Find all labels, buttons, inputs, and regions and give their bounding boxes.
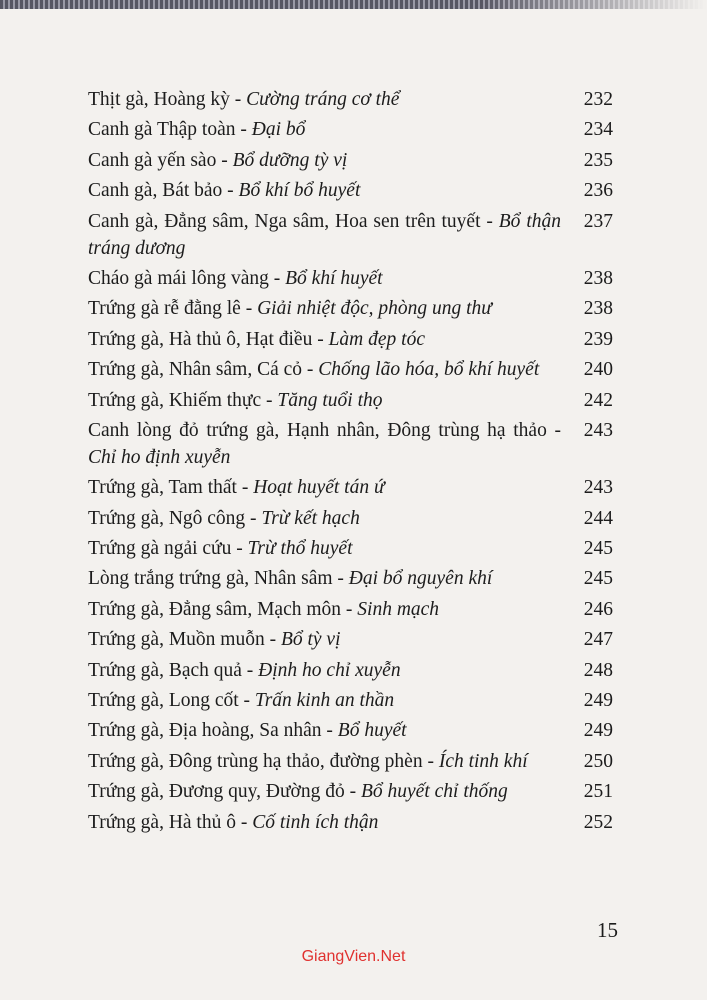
toc-entry-title: Trứng gà rễ đằng lê - (88, 298, 258, 320)
toc-entry-page: 239 (583, 328, 613, 350)
toc-entry-title: Trứng gà, Tam thất - (88, 477, 254, 499)
toc-entry-benefit: Định ho chỉ xuyễn (258, 659, 401, 681)
toc-entry-page: 240 (583, 359, 613, 381)
toc-entry-title: Trứng gà, Đông trùng hạ thảo, đường phèn - (88, 750, 439, 772)
toc-entry-benefit: Bổ khí bổ huyết (238, 180, 361, 202)
toc-entry (88, 326, 613, 353)
toc-entry-page: 236 (583, 180, 613, 202)
toc-entry-page: 249 (583, 720, 613, 742)
toc-entry (88, 596, 613, 623)
toc-entry (88, 474, 613, 501)
toc-entry-benefit: Hoạt huyết tán ứ (253, 477, 385, 499)
top-border-fade (480, 0, 707, 9)
toc-entry (88, 778, 613, 805)
toc-entry-title: Trứng gà, Hà thủ ô - (88, 811, 253, 833)
toc-entry-benefit: Trấn kinh an thần (254, 690, 395, 712)
toc-entry-title: Trứng gà, Đương quy, Đường đỏ - (88, 781, 361, 803)
toc-entry-title: Lòng trắng trứng gà, Nhân sâm - (88, 568, 349, 590)
toc-entry-benefit: Bổ huyết (337, 720, 407, 742)
toc-entry-title: Trứng gà, Khiếm thực - (88, 389, 278, 411)
toc-entry-title: Trứng gà ngải cứu - (88, 538, 248, 560)
toc-entry-page: 244 (583, 507, 613, 529)
toc-entry-page: 248 (583, 659, 613, 681)
toc-entry-page: 243 (583, 419, 613, 441)
toc-entry-benefit: Đại bổ (251, 119, 306, 141)
toc-entry (88, 177, 613, 204)
toc-entry (88, 147, 613, 174)
toc-entry-benefit: Giải nhiệt độc, phòng ung thư (257, 298, 492, 320)
toc-entry (88, 565, 613, 592)
toc-entry-benefit: Làm đẹp tóc (328, 328, 425, 350)
toc-entry-page: 246 (583, 598, 613, 620)
toc-entry-page: 247 (583, 629, 613, 651)
toc-entry-benefit: Bổ tỳ vị (280, 629, 341, 651)
toc-entry-page: 237 (583, 210, 613, 232)
toc-entry (88, 116, 613, 143)
toc-entry-page: 235 (583, 149, 613, 171)
toc-entry-benefit: Bổ thận tráng dương (88, 210, 561, 259)
toc-entry-page: 251 (583, 781, 613, 803)
toc-entry-title: Trứng gà, Muồn muỗn - (88, 629, 281, 651)
toc-entry (88, 295, 613, 322)
toc-entry-benefit: Trừ thổ huyết (247, 538, 353, 560)
watermark-link[interactable]: GiangVien.Net (301, 948, 406, 965)
toc-entry (88, 687, 613, 714)
toc-entry-page: 232 (583, 89, 613, 110)
toc-entry (88, 86, 613, 113)
toc-entry-page: 245 (583, 538, 613, 560)
toc-entry-title: Canh gà Thập toàn - (88, 119, 252, 141)
toc-entry-benefit: Tăng tuổi thọ (277, 389, 383, 411)
toc-entry-title: Trứng gà, Đẳng sâm, Mạch môn - (88, 598, 358, 620)
toc-entry-page: 238 (583, 267, 613, 289)
toc-entry-page: 250 (583, 750, 613, 772)
toc-entry-title: Canh gà, Đẳng sâm, Nga sâm, Hoa sen trên tuyết - (88, 210, 499, 232)
toc-entry-benefit: Bổ khí huyết (285, 267, 383, 289)
toc-entry-title: Thịt gà, Hoàng kỳ - (88, 89, 247, 110)
toc-entry-benefit: Bổ dưỡng tỳ vị (232, 149, 348, 171)
toc-entry-benefit: Cường tráng cơ thể (246, 89, 400, 110)
toc-entry-title: Canh lòng đỏ trứng gà, Hạnh nhân, Đông trùng hạ thảo - (88, 419, 561, 441)
toc-entry (88, 717, 613, 744)
page-number: 15 (597, 918, 618, 942)
toc-entry-title: Trứng gà, Địa hoàng, Sa nhân - (88, 720, 338, 742)
toc-entry-title: Trứng gà, Ngô công - (88, 507, 262, 529)
toc-entry-page: 243 (583, 477, 613, 499)
toc-entry (88, 809, 613, 836)
toc-entry (88, 626, 613, 653)
toc-entry-benefit: Trừ kết hạch (261, 507, 360, 529)
toc-entry-benefit: Bổ huyết chỉ thống (360, 781, 508, 803)
toc-entry-benefit: Đại bổ nguyên khí (348, 568, 493, 590)
toc-entry-page: 234 (583, 119, 613, 141)
toc-entry (88, 265, 613, 292)
toc-entry (88, 387, 613, 414)
toc-entry-title: Trứng gà, Nhân sâm, Cá cỏ - (88, 359, 319, 381)
toc-entry-title: Cháo gà mái lông vàng - (88, 267, 286, 289)
toc-entry-benefit: Ích tinh khí (438, 750, 528, 772)
toc-entry-benefit: Chống lão hóa, bổ khí huyết (318, 359, 540, 381)
toc-entry (88, 748, 613, 775)
toc-entry-title: Trứng gà, Long cốt - (88, 690, 255, 712)
toc-entry (88, 657, 613, 684)
toc-entry (88, 505, 613, 532)
toc-entry (88, 535, 613, 562)
toc-entry-benefit: Cố tinh ích thận (252, 811, 379, 833)
toc-entry (88, 417, 613, 471)
toc-entry-page: 252 (583, 811, 613, 833)
toc-entry-benefit: Chỉ ho định xuyễn (88, 446, 231, 468)
toc-entry-page: 249 (583, 690, 613, 712)
toc-entry-page: 238 (583, 298, 613, 320)
toc-entry-page: 242 (583, 389, 613, 411)
toc-entry (88, 356, 613, 383)
toc-entry-benefit: Sinh mạch (357, 598, 440, 620)
toc-entry (88, 208, 613, 262)
toc-entry-title: Trứng gà, Hà thủ ô, Hạt điều - (88, 328, 329, 350)
toc-entry-title: Canh gà, Bát bảo - (88, 180, 239, 202)
toc-entry-page: 245 (583, 568, 613, 590)
table-of-contents (88, 86, 613, 839)
toc-entry-title: Canh gà yến sào - (88, 149, 233, 171)
toc-entry-title: Trứng gà, Bạch quả - (88, 659, 259, 681)
